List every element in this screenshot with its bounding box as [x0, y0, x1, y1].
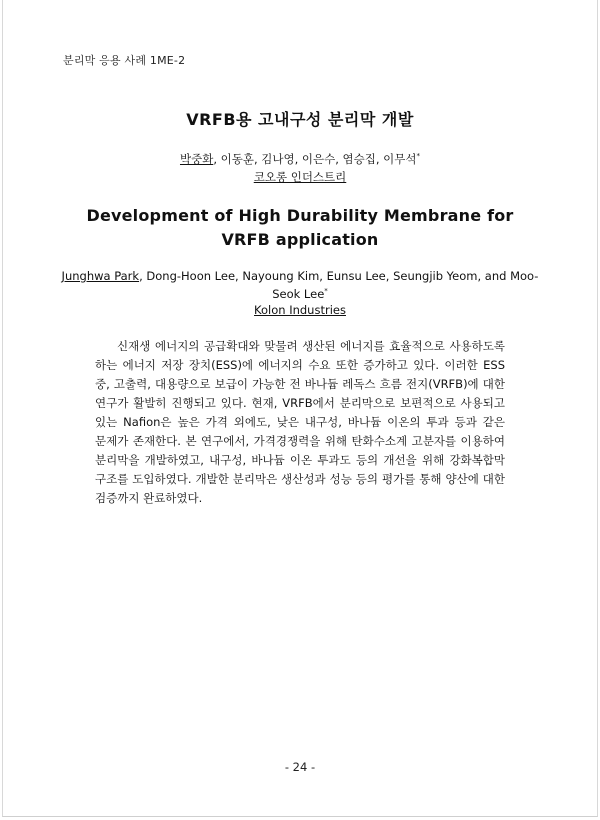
running-header: 분리막 응용 사례 1ME-2 [63, 54, 186, 67]
english-first-author: Junghwa Park [61, 269, 140, 283]
korean-title: VRFB용 고내구성 분리막 개발 [186, 110, 414, 129]
english-affiliation: Kolon Industries [254, 303, 346, 317]
english-title: Development of High Durability Membrane for VRFB application [86, 206, 514, 249]
korean-corresponding-mark: * [416, 152, 421, 161]
english-author-list [60, 267, 540, 303]
english-affiliation-line [0, 303, 600, 317]
korean-affiliation-line [0, 169, 600, 185]
korean-affiliation: 코오롱 인더스트리 [253, 170, 347, 184]
korean-first-author: 박중화 [179, 152, 214, 166]
abstract-paragraph: 신재생 에너지의 공급확대와 맞물려 생산된 에너지를 효율적으로 사용하도록 하는 에너지 저장 장치(ESS)에 에너지의 수요 또한 증가하고 있다. 이러한 ESS 중, 고출력, 대용량으로 보급이 가능한 전 바나듐 레독스 흐름 전지(VRFB)에 대한 연구가 활발히 진행되고 있다. 현재, VRFB에서 분리막으로 보편적으로 사용되고 있는 Nafion은 높은 가격 외에도, 낮은 내구성, 바나듐 이온의 투과 등과 같은 문제가 존재한다. 본 연구에서, 가격경쟁력을 위해 탄화수소계 고분자를 이용하여 분리막을 개발하였고, 내구성, 바나듐 이온 투과도 등의 개선을 위해 강화복합막 구조를 도입하였다. 개발한 분리막은 생산성과 성능 등의 평가를 통해 양산에 대한 검증까지 완료하였다. [95, 339, 505, 505]
korean-author-list [0, 150, 600, 168]
page-number: - 24 - [284, 760, 316, 774]
korean-other-authors: , 이동훈, 김나영, 이은수, 염승집, 이무석 [213, 152, 417, 166]
english-corresponding-mark: * [324, 287, 328, 296]
english-other-authors: , Dong-Hoon Lee, Nayoung Kim, Eunsu Lee, Seungjib Yeom, and Moo-Seok Lee [139, 269, 539, 301]
